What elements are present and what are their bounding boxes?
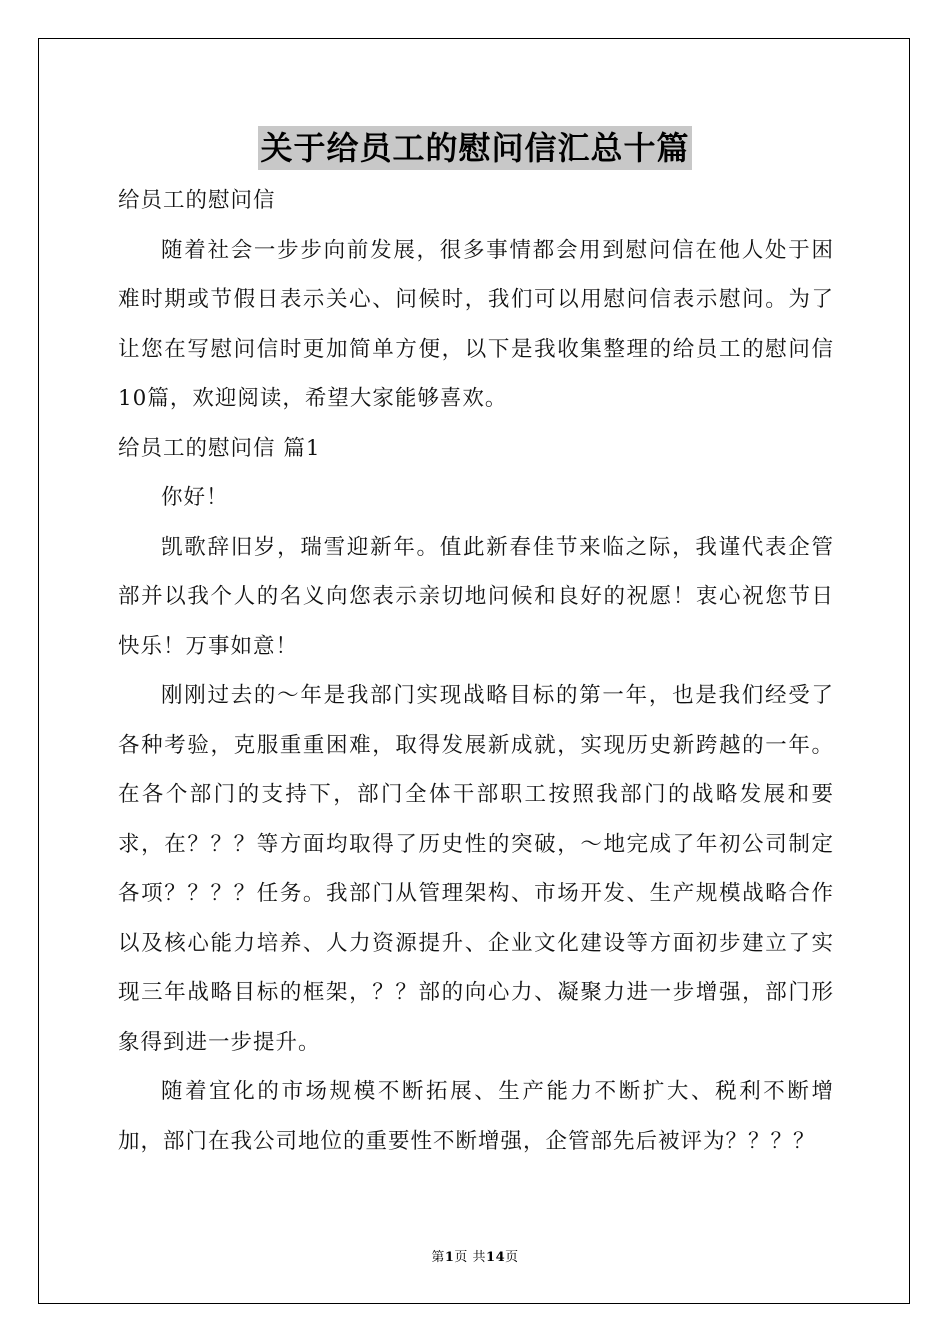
paragraph: 随着宜化的市场规模不断拓展、生产能力不断扩大、税利不断增加，部门在我公司地位的重要性不断增强，企管部先后被评为？？？？ bbox=[118, 1079, 834, 1154]
page-mid: 页 共 bbox=[454, 1250, 487, 1265]
page-suffix: 页 bbox=[505, 1250, 519, 1265]
section-heading: 给员工的慰问信 篇1 bbox=[118, 435, 321, 461]
document-title: 关于给员工的慰问信汇总十篇 bbox=[258, 126, 691, 170]
paragraph: 随着社会一步步向前发展，很多事情都会用到慰问信在他人处于困难时期或节假日表示关心、问候时，我们可以用慰问信表示慰问。为了让您在写慰问信时更加简单方便，以下是我收集整理的给员工的慰问信10篇，欢迎阅读，希望大家能够喜欢。 bbox=[118, 237, 834, 411]
paragraph: 你好！ bbox=[161, 485, 229, 510]
page-prefix: 第 bbox=[431, 1250, 445, 1265]
paragraph: 刚刚过去的～年是我部门实现战略目标的第一年，也是我们经受了各种考验，克服重重困难，取得发展新成就，实现历史新跨越的一年。在各个部门的支持下，部门全体干部职工按照我部门的战略发展和要求，在？？？等方面均取得了历史性的突破，～地完成了年初公司制定各项？？？？任务。我部门从管理架构、市场开发、生产规模战略合作以及核心能力培养、人力资源提升、企业文化建设等方面初步建立了实现三年战略目标的框架，？？部的向心力、凝聚力进一步增强，部门形象得到进一步提升。 bbox=[118, 683, 834, 1055]
current-page-number: 1 bbox=[444, 1250, 455, 1265]
title-container bbox=[0, 126, 950, 170]
total-page-number: 14 bbox=[486, 1250, 506, 1265]
paragraph: 凯歌辞旧岁，瑞雪迎新年。值此新春佳节来临之际，我谨代表企管部并以我个人的名义向您表示亲切地问候和良好的祝愿！衷心祝您节日快乐！万事如意！ bbox=[118, 534, 834, 659]
document-body bbox=[118, 176, 834, 1166]
section-heading: 给员工的慰问信 bbox=[118, 188, 276, 213]
page-footer bbox=[0, 1246, 950, 1265]
